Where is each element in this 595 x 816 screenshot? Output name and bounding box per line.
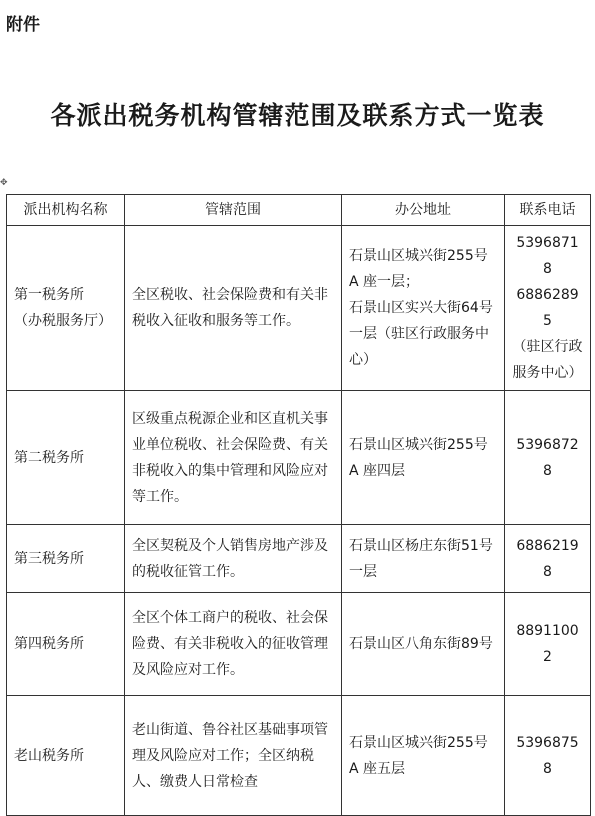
address-cell: 石景山区杨庄东街51号一层 <box>342 525 505 593</box>
agency-name-cell: 老山税务所 <box>7 696 125 816</box>
scope-cell: 老山街道、鲁谷社区基础事项管理及风险应对工作；全区纳税人、缴费人日常检查 <box>125 696 342 816</box>
table-row <box>7 593 591 696</box>
phone-note: （驻区行政服务中心） <box>512 339 583 381</box>
phone-cell: 88911002 <box>505 593 591 696</box>
agency-name: 第一税务所 <box>14 287 84 303</box>
phone-cell: 53968758 <box>505 696 591 816</box>
phone-cell <box>505 226 591 391</box>
document-title: 各派出税务机构管辖范围及联系方式一览表 <box>50 101 545 130</box>
address-cell <box>342 226 505 391</box>
table-row <box>7 226 591 391</box>
table-header-row <box>7 195 591 226</box>
scope-cell: 全区个体工商户的税收、社会保险费、有关非税收入的征收管理及风险应对工作。 <box>125 593 342 696</box>
phone-number: 68862895 <box>516 287 579 329</box>
phone-number: 53968718 <box>516 235 579 277</box>
table-move-handle-icon[interactable]: ✥ <box>0 178 8 188</box>
address-cell: 石景山区八角东街89号 <box>342 593 505 696</box>
header-agency-name: 派出机构名称 <box>7 195 125 226</box>
phone-cell: 68862198 <box>505 525 591 593</box>
header-scope: 管辖范围 <box>125 195 342 226</box>
phone-cell: 53968728 <box>505 391 591 525</box>
table-row <box>7 525 591 593</box>
header-address: 办公地址 <box>342 195 505 226</box>
scope-cell: 区级重点税源企业和区直机关事业单位税收、社会保险费、有关非税收入的集中管理和风险应对等工作。 <box>125 391 342 525</box>
agency-name-cell: 第三税务所 <box>7 525 125 593</box>
agency-name-cell <box>7 226 125 391</box>
address-cell: 石景山区城兴街255号A 座四层 <box>342 391 505 525</box>
address-line: 石景山区实兴大街64号一层（驻区行政服务中心） <box>349 300 493 368</box>
scope-cell: 全区契税及个人销售房地产涉及的税收征管工作。 <box>125 525 342 593</box>
table-row <box>7 391 591 525</box>
table-row <box>7 696 591 816</box>
jurisdiction-table <box>6 194 591 816</box>
agency-name-cell: 第四税务所 <box>7 593 125 696</box>
address-cell: 石景山区城兴街255号A 座五层 <box>342 696 505 816</box>
attachment-label: 附件 <box>6 15 40 35</box>
header-phone: 联系电话 <box>505 195 591 226</box>
scope-cell: 全区税收、社会保险费和有关非税收入征收和服务等工作。 <box>125 226 342 391</box>
agency-name-note: （办税服务厅） <box>14 313 112 329</box>
agency-name-cell: 第二税务所 <box>7 391 125 525</box>
address-line: 石景山区城兴街255号A 座一层； <box>349 248 488 290</box>
